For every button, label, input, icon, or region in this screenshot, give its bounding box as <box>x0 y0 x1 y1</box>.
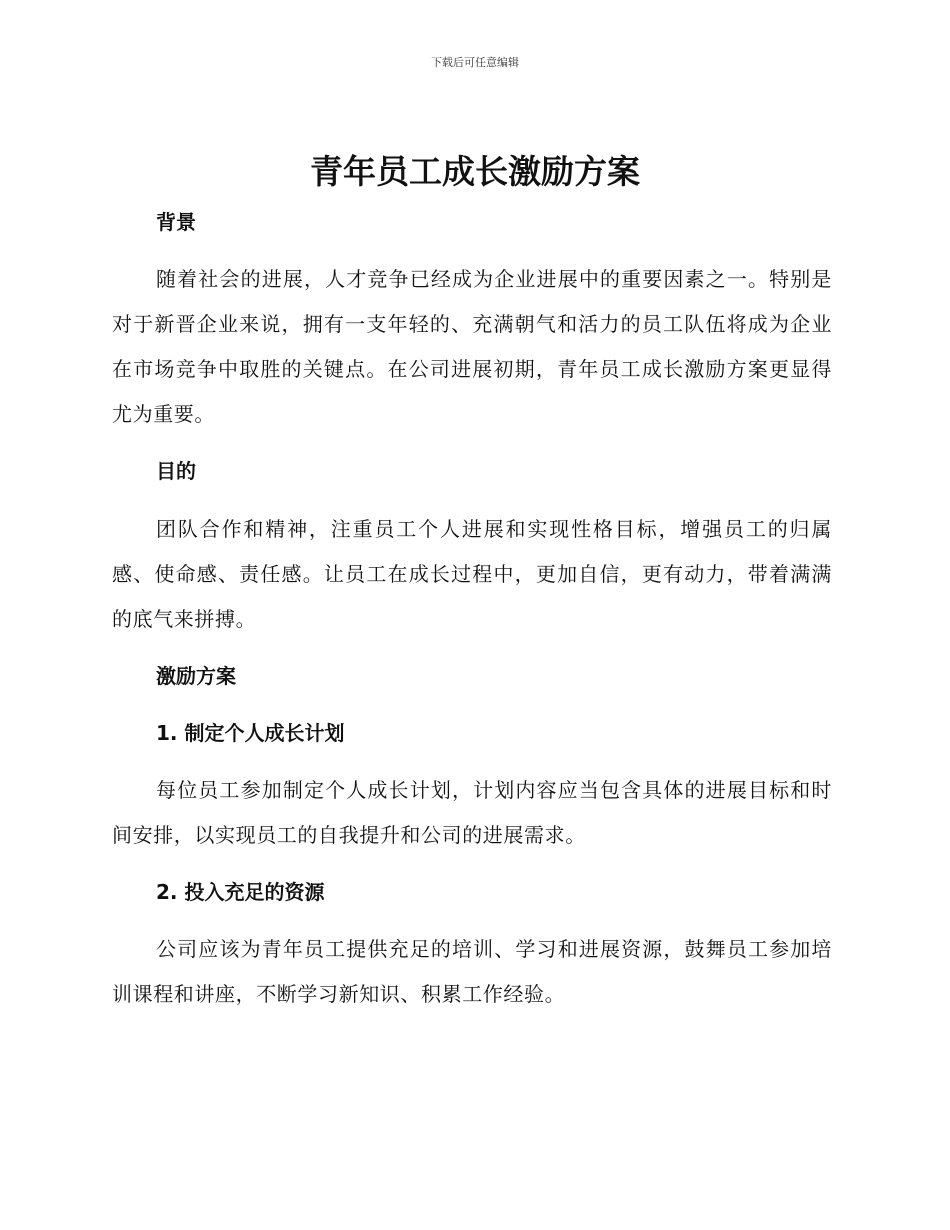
plan-item-heading-2: 2. 投入充足的资源 <box>156 880 325 904</box>
header-note: 下载后可任意编辑 <box>431 56 519 69</box>
plan-item-paragraph-2: 公司应该为青年员工提供充足的培训、学习和进展资源，鼓舞员工参加培训课程和讲座，不断学习新知识、积累工作经验。 <box>112 937 832 1006</box>
section-heading-plan: 激励方案 <box>156 664 236 688</box>
plan-item-paragraph-1: 每位员工参加制定个人成长计划，计划内容应当包含具体的进展目标和时间安排，以实现员工的自我提升和公司的进展需求。 <box>112 778 832 847</box>
section-heading-background: 背景 <box>156 210 196 234</box>
document-title: 青年员工成长激励方案 <box>310 152 640 191</box>
section-paragraph-background: 随着社会的进展，人才竞争已经成为企业进展中的重要因素之一。特别是对于新晋企业来说，拥有一支年轻的、充满朝气和活力的员工队伍将成为企业在市场竞争中取胜的关键点。在公司进展初期，青年员工成长激励方案更显得尤为重要。 <box>112 267 832 426</box>
plan-item-heading-1: 1. 制定个人成长计划 <box>156 721 345 745</box>
section-heading-purpose: 目的 <box>156 459 196 483</box>
section-paragraph-purpose: 团队合作和精神，注重员工个人进展和实现性格目标，增强员工的归属感、使命感、责任感。让员工在成长过程中，更加自信，更有动力，带着满满的底气来拼搏。 <box>112 517 832 631</box>
